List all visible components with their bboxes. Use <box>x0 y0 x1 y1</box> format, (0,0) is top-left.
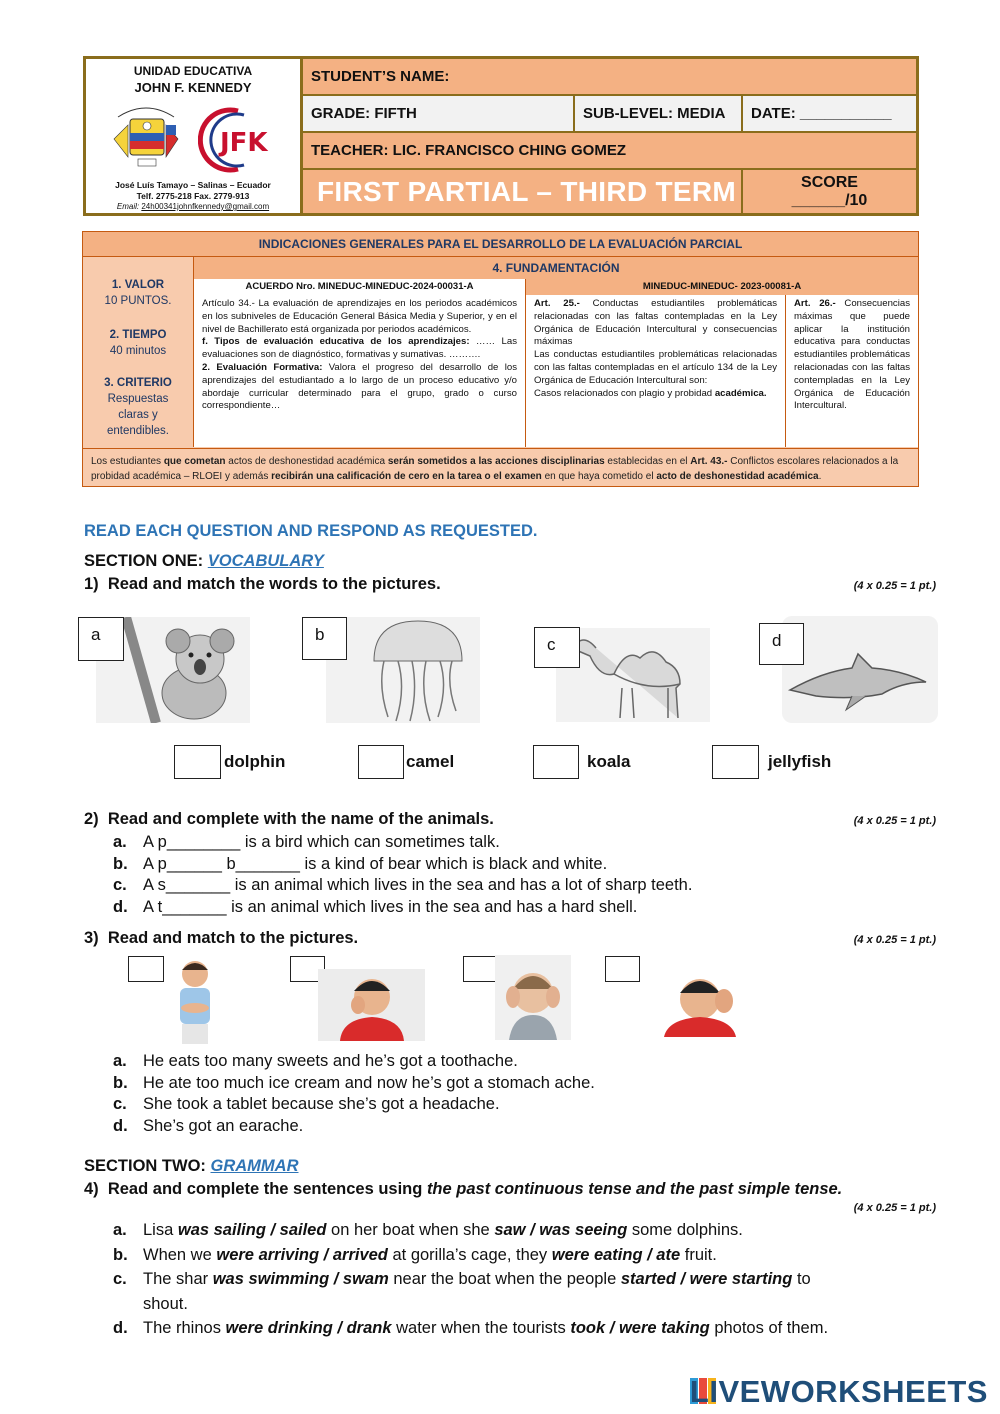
toothache-picture <box>318 969 425 1041</box>
boy-toothache-icon <box>318 969 425 1041</box>
sentence-text: to <box>792 1270 811 1288</box>
fundamentacion-heading: 4. FUNDAMENTACIÓN <box>194 257 918 280</box>
verb-option[interactable]: started / were starting <box>620 1270 793 1288</box>
verb-option[interactable]: was swimming / swam <box>212 1270 389 1288</box>
dolphin-icon <box>782 616 938 723</box>
sentence-text: fruit. <box>680 1245 717 1264</box>
exam-header <box>83 56 919 216</box>
answer-box-jellyfish[interactable] <box>712 745 759 779</box>
school-crest-logo <box>108 99 184 175</box>
student-name-row <box>303 59 916 96</box>
notice-bold: recibirán una calificación de cero en la tarea o el examen <box>271 471 542 482</box>
tipos-heading: f. Tipos de evaluación educativa de los aprendizajes: <box>202 336 470 348</box>
item-label: b. <box>113 1073 128 1092</box>
section-one-link[interactable]: VOCABULARY <box>207 552 324 570</box>
item-label: c. <box>113 1270 127 1288</box>
school-line1: UNIDAD EDUCATIVA <box>133 64 253 78</box>
item-label: a. <box>113 1221 127 1239</box>
grade-row <box>303 96 916 133</box>
section-two-link[interactable]: GRAMMAR <box>210 1157 299 1175</box>
formativa-heading: 2. Evaluación Formativa: <box>202 361 323 373</box>
grade-cell: GRADE: FIFTH <box>303 96 575 131</box>
sentence-text: near the boat when the people <box>388 1270 621 1288</box>
answer-box-picture-4[interactable] <box>605 956 640 982</box>
criterio-title: 3. CRITERIO <box>104 377 172 389</box>
word-jellyfish: jellyfish <box>768 752 832 771</box>
list-item <box>113 1218 943 1243</box>
sentence-text: shout. <box>143 1294 188 1313</box>
section-two-heading <box>84 1157 299 1176</box>
indications-title: INDICACIONES GENERALES PARA EL DESARROLLO DE LA EVALUACIÓN PARCIAL <box>83 232 918 257</box>
score-box <box>743 170 916 213</box>
dolphin-picture <box>782 616 938 723</box>
q4-items <box>113 1218 943 1341</box>
sentence-text: When we <box>143 1245 217 1264</box>
question-text: Read and match to the pictures. <box>107 929 359 947</box>
q2-item-text[interactable]: A s_______ is an animal which lives in the sea and has a lot of sharp teeth. <box>143 876 693 894</box>
boy-earache-icon <box>654 969 757 1037</box>
verb-option[interactable]: were arriving / arrived <box>216 1245 388 1264</box>
criterio-value: Respuestas claras y entendibles. <box>106 393 170 437</box>
sentence-text: Lisa <box>143 1221 178 1239</box>
list-item <box>113 1316 943 1341</box>
verb-option[interactable]: saw / was seeing <box>494 1221 628 1239</box>
email-link[interactable]: 24h00341johnfkennedy@gmail.com <box>141 202 270 211</box>
jellyfish-picture <box>326 617 480 723</box>
word-dolphin: dolphin <box>224 752 286 771</box>
sublevel-cell: SUB-LEVEL: MEDIA <box>575 96 743 131</box>
boy-stomach-ache-icon <box>166 958 224 1046</box>
list-item <box>113 1094 595 1116</box>
q2-item-text[interactable]: A t_______ is an animal which lives in the sea and has a hard shell. <box>143 897 638 916</box>
item-label: c. <box>113 1095 127 1113</box>
q2-item-text[interactable]: A p________ is a bird which can sometimes talk. <box>143 833 500 851</box>
question-3 <box>84 929 358 948</box>
question-number: 4) <box>84 1180 99 1198</box>
list-item <box>113 854 692 876</box>
verb-option[interactable]: took / were taking <box>570 1319 710 1337</box>
art26-text <box>786 295 918 447</box>
answer-box-picture-1[interactable] <box>128 956 164 982</box>
art25-p1: Conductas estudiantiles problemáticas relacionadas con las faltas contempladas en la Ley Orgánica de Educación Intercultural y consecuencias máximas <box>534 298 777 348</box>
answer-box-camel[interactable] <box>358 745 404 779</box>
address-line1: José Luís Tamayo – Salinas – Ecuador <box>115 180 271 190</box>
points-note: (4 x 0.25 = 1 pt.) <box>853 815 936 827</box>
valor-value: 10 PUNTOS. <box>104 295 172 307</box>
art25-p2: Las conductas estudiantiles problemáticas relacionadas con las faltas contempladas en el artículo 134 de la Ley Orgánica de Educación Intercultural son: <box>534 349 777 386</box>
question-text-italic: the past continuous tense and the past simple tense. <box>426 1180 843 1198</box>
indications-left-column <box>83 257 194 447</box>
jfk-logo <box>198 105 274 173</box>
list-item <box>113 832 692 854</box>
q3-item-text: He eats too many sweets and he’s got a toothache. <box>143 1052 518 1070</box>
sentence-text: at gorilla’s cage, they <box>387 1245 552 1264</box>
stomach-ache-picture <box>166 958 224 1046</box>
item-label: d. <box>113 1116 128 1135</box>
tiempo-title: 2. TIEMPO <box>109 329 167 341</box>
section-one-heading <box>84 552 324 571</box>
sentence-text: The rhinos <box>143 1319 226 1337</box>
general-instruction: READ EACH QUESTION AND RESPOND AS REQUESTED. <box>84 522 538 540</box>
q3-item-text: She took a tablet because she’s got a headache. <box>143 1095 500 1113</box>
item-label: a. <box>113 1052 127 1070</box>
question-number: 3) <box>84 929 99 947</box>
valor-title: 1. VALOR <box>111 279 165 291</box>
item-label: a. <box>113 833 127 851</box>
notice-text: Conflictos escolares relacionados a la probidad académica – RLOEI y además <box>91 456 899 482</box>
item-label: c. <box>113 876 127 894</box>
notice-bold: acto de deshonestidad académica <box>656 471 819 482</box>
question-text: Read and complete the sentences using <box>107 1180 427 1198</box>
verb-option[interactable]: were drinking / drank <box>225 1319 392 1337</box>
art26-heading: Art. 26.- <box>794 298 836 309</box>
q3-items <box>113 1051 595 1137</box>
art26-body: Consecuencias máximas que puede aplicar la institución educativa para conductas estudiantiles problemáticas relacionadas con las faltas contempladas en la Ley Orgánica de Educación Intercultural. <box>794 298 910 412</box>
acuerdo-heading: ACUERDO Nro. MINEDUC-MINEDUC-2024-00031-A <box>194 279 525 296</box>
q3-item-text: She’s got an earache. <box>143 1116 304 1135</box>
title-row <box>303 170 916 213</box>
item-label: d. <box>113 1319 128 1337</box>
item-label: d. <box>113 897 128 916</box>
sentence-text: on her boat when she <box>326 1221 495 1239</box>
points-note: (4 x 0.25 = 1 pt.) <box>853 1202 936 1214</box>
notice-bold: serán sometidos a las acciones disciplinarias <box>387 456 605 467</box>
sentence-text: The shar <box>143 1270 213 1288</box>
list-item <box>113 1243 943 1268</box>
school-info <box>86 59 303 213</box>
tipos-text: …… Las evaluaciones son de diagnóstico, formativas y sumativas. ………. <box>202 336 517 361</box>
picture-letter-box: b <box>302 617 347 660</box>
student-name-field[interactable]: STUDENT’S NAME: <box>311 68 450 85</box>
score-value[interactable]: ______/10 <box>791 191 868 209</box>
sentence-text: water when the tourists <box>391 1319 571 1337</box>
school-address <box>86 180 300 202</box>
art25-p3-bold: académica. <box>714 387 767 399</box>
indications-table <box>82 231 919 487</box>
q2-item-text[interactable]: A p______ b_______ is a kind of bear which is black and white. <box>143 854 608 873</box>
teacher-cell: TEACHER: LIC. FRANCISCO CHING GOMEZ <box>311 142 626 159</box>
teacher-row <box>303 133 916 170</box>
liveworksheets-brand[interactable]: LIVEWORKSHEETS <box>689 1374 988 1409</box>
picture-letter-box: c <box>534 627 580 668</box>
points-note: (4 x 0.25 = 1 pt.) <box>853 934 936 946</box>
art25-p3: Casos relacionados con plagio y probidad <box>534 387 713 399</box>
notice-text: en que haya cometido el <box>541 471 657 482</box>
address-line2: Telf. 2775-218 Fax. 2779-913 <box>136 191 250 201</box>
word-koala: koala <box>587 752 631 771</box>
answer-box-koala[interactable] <box>533 745 579 779</box>
q2-items <box>113 832 693 918</box>
question-1 <box>84 575 441 594</box>
picture-letter-box: a <box>78 617 124 661</box>
question-text: Read and match the words to the pictures. <box>107 575 441 593</box>
section-one-label: SECTION ONE: <box>84 552 204 570</box>
list-item <box>113 1051 595 1073</box>
acuerdo-text <box>194 295 525 447</box>
list-item <box>113 875 693 897</box>
q3-item-text: He ate too much ice cream and now he’s got a stomach ache. <box>143 1073 595 1092</box>
honesty-notice <box>83 448 918 486</box>
formativa-text: Valora el progreso del desarrollo de los aprendizajes del estudiantado a lo largo de un proceso educativo y/o abordaje curricular determinado para el grupo, grado o curso correspondiente… <box>202 361 518 412</box>
notice-text: Los estudiantes <box>91 456 164 467</box>
question-number: 1) <box>84 575 99 593</box>
list-item <box>113 1073 595 1095</box>
question-4 <box>84 1180 842 1199</box>
date-field[interactable]: DATE: ___________ <box>743 96 916 131</box>
jellyfish-icon <box>326 617 480 723</box>
sentence-text: photos of them. <box>709 1319 829 1337</box>
list-item <box>113 1116 595 1138</box>
notice-text: actos de deshonestidad académica <box>225 456 388 467</box>
list-item <box>113 1267 943 1316</box>
verb-option[interactable]: were eating / ate <box>551 1245 681 1264</box>
item-label: b. <box>113 854 128 873</box>
art25-text <box>526 295 785 447</box>
question-number: 2) <box>84 810 99 828</box>
verb-option[interactable]: was sailing / sailed <box>177 1221 327 1239</box>
question-2 <box>84 810 494 829</box>
school-email <box>86 202 300 211</box>
headache-picture <box>495 955 571 1040</box>
school-name: JOHN F. KENNEDY <box>134 80 252 95</box>
score-label: SCORE <box>801 173 858 191</box>
points-note: (4 x 0.25 = 1 pt.) <box>853 580 936 592</box>
art25-heading: Art. 25.- <box>534 298 580 309</box>
tiempo-value: 40 minutos <box>109 345 167 357</box>
question-text: Read and complete with the name of the animals. <box>107 810 494 828</box>
exam-title: FIRST PARTIAL – THIRD TERM <box>303 170 743 213</box>
mineduc-heading: MINEDUC-MINEDUC- 2023-00081-A <box>526 279 918 296</box>
earache-picture <box>654 969 757 1037</box>
list-item <box>113 897 692 919</box>
item-label: b. <box>113 1245 128 1264</box>
notice-text: . <box>818 471 822 482</box>
notice-bold: que cometan <box>163 456 226 467</box>
child-headache-icon <box>495 955 571 1040</box>
email-label: Email: <box>116 202 140 211</box>
art34-text: Artículo 34.- La evaluación de aprendizajes en los periodos académicos en los subniveles de Educación General Básica Media y Superior, y en el nivel de Bachillerato está organizada por periodos académicos. <box>202 298 517 335</box>
answer-box-picture-3[interactable] <box>463 956 498 982</box>
jfk-logo-text: JFK <box>220 128 268 158</box>
picture-letter-box: d <box>759 623 804 665</box>
answer-box-dolphin[interactable] <box>174 745 221 779</box>
notice-bold: Art. 43.- <box>690 456 728 467</box>
notice-text: establecidas en el <box>604 456 691 467</box>
section-two-label: SECTION TWO: <box>84 1157 206 1175</box>
sentence-text: some dolphins. <box>627 1221 743 1239</box>
word-camel: camel <box>406 752 455 771</box>
